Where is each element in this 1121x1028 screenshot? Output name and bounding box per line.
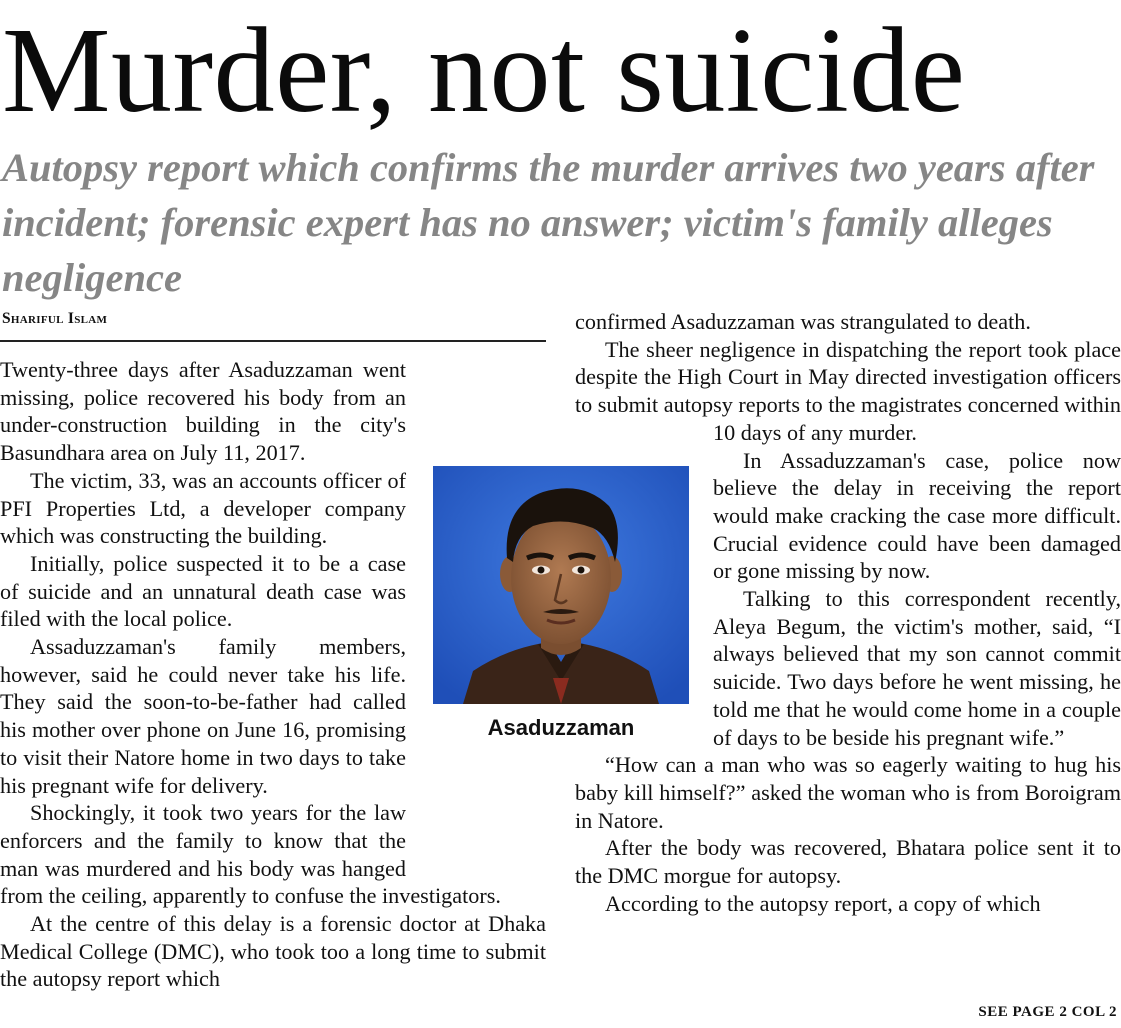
byline-divider: [0, 340, 546, 342]
byline: Shariful Islam: [2, 310, 108, 327]
continuation-note: SEE PAGE 2 COL 2: [978, 1004, 1117, 1020]
headline: Murder, not suicide: [2, 3, 966, 138]
paragraph: The victim, 33, was an accounts officer of PFI Properties Ltd, a developer company which was constructing the building.: [0, 467, 406, 549]
subheadline: Autopsy report which confirms the murder arrives two years after incident; forensic expert has no answer; victim's family alleges negligence: [2, 145, 1095, 300]
victim-photo: [433, 466, 689, 704]
paragraph: In Assaduzzaman's case, police now believe the delay in receiving the report would make cracking the case more difficult. Crucial evidence could have been damaged or gone missing by now.: [713, 447, 1121, 584]
paragraph: After the body was recovered, Bhatara police sent it to the DMC morgue for autopsy.: [575, 835, 1121, 889]
paragraph: Twenty-three days after Asaduzzaman went missing, police recovered his body from an under-construction building in the city's Basundhara area on July 11, 2017.: [0, 357, 406, 466]
paragraph: Shockingly, it took two years for the law enforcers and the family to know that the man was murdered and his body was hanged from the ceiling, apparently to confuse the investigators.: [0, 800, 501, 909]
photo-caption: Asaduzzaman: [487, 715, 635, 740]
paragraph: The sheer negligence in dispatching the report took place despite the High Court in May directed investigation officers to submit autopsy reports to the magistrates concerned within 10 days of any murder.: [575, 336, 1121, 445]
paragraph: Talking to this correspondent recently, Aleya Begum, the victim's mother, said, “I always believed that my son cannot commit suicide. Two days before he went missing, he told me that he would come home in a couple of days to be beside his pregnant wife.”: [713, 586, 1121, 750]
paragraph: Initially, police suspected it to be a case of suicide and an unnatural death case was filed with the local police.: [0, 550, 406, 632]
paragraph: At the centre of this delay is a forensic doctor at Dhaka Medical College (DMC), who took too a long time to submit the autopsy report which: [0, 911, 546, 992]
paragraph: According to the autopsy report, a copy of which: [605, 890, 1041, 916]
paragraph: confirmed Asaduzzaman was strangulated to death.: [575, 309, 1031, 334]
paragraph: “How can a man who was so eagerly waiting to hug his baby kill himself?” asked the woman who is from Boroigram in Natore.: [575, 752, 1121, 833]
portrait-icon: [433, 466, 689, 704]
paragraph: Assaduzzaman's family members, however, said he could never take his life. They said the soon-to-be-father had called his mother over phone on June 16, promising to visit their Natore home in two days to take his pregnant wife for delivery.: [0, 634, 406, 798]
